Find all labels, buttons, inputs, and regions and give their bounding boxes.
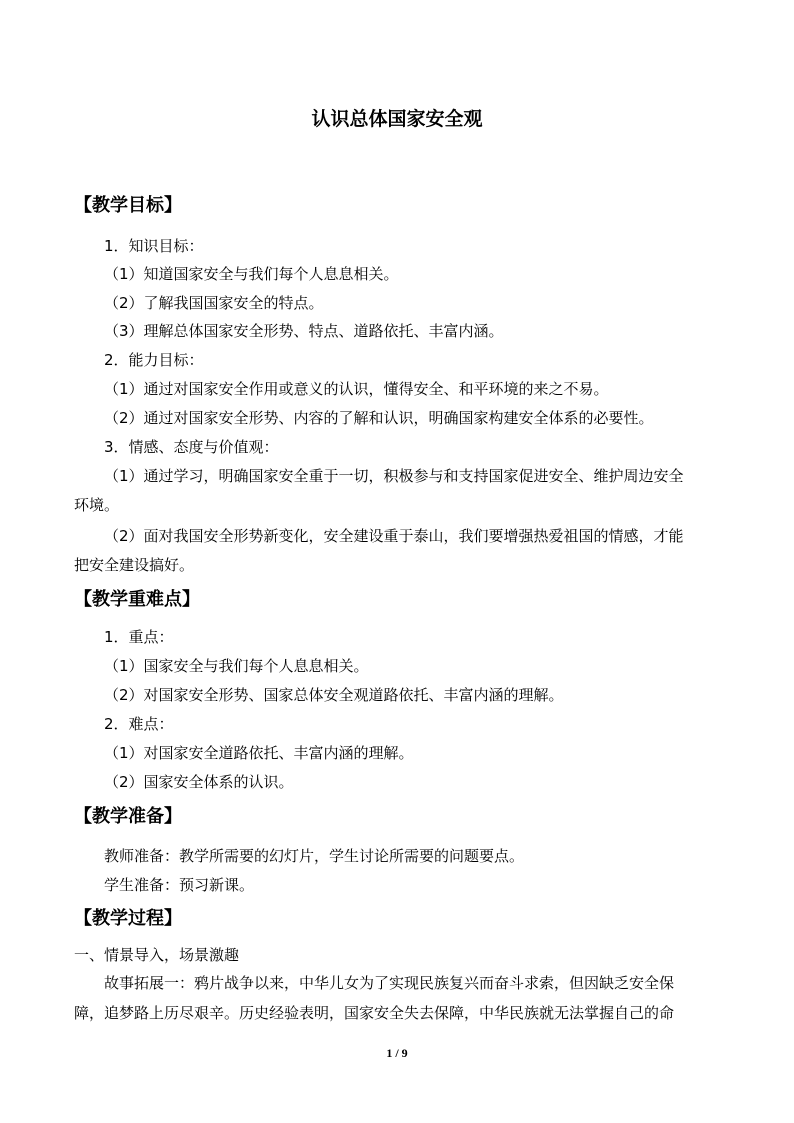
paragraph-line: （1）通过学习，明确国家安全重于一切，积极参与和支持国家促进安全、维护周边安全 — [104, 467, 684, 485]
paragraph-line: 2．能力目标： — [104, 351, 204, 369]
paragraph-line: 环境。 — [74, 496, 120, 514]
paragraph-line: （1）对国家安全道路依托、丰富内涵的理解。 — [104, 744, 414, 762]
paragraph-line: （2）了解我国国家安全的特点。 — [104, 294, 324, 312]
paragraph-line: 一、情景导入，场景激趣 — [74, 946, 240, 964]
paragraph-line: （2）国家安全体系的认识。 — [104, 773, 294, 791]
section-heading-process: 【教学过程】 — [74, 908, 182, 929]
paragraph-line: （1）国家安全与我们每个人息息相关。 — [104, 657, 369, 675]
section-heading-goals: 【教学目标】 — [74, 195, 182, 216]
document-title: 认识总体国家安全观 — [311, 108, 483, 130]
paragraph-line: 学生准备：预习新课。 — [104, 876, 255, 894]
paragraph-line: （1）通过对国家安全作用或意义的认识，懂得安全、和平环境的来之不易。 — [104, 380, 609, 398]
section-heading-key-points: 【教学重难点】 — [74, 589, 200, 610]
paragraph-line: （2）对国家安全形势、国家总体安全观道路依托、丰富内涵的理解。 — [104, 686, 564, 704]
paragraph-line: （1）知道国家安全与我们每个人息息相关。 — [104, 265, 399, 283]
page-number: 1 / 9 — [386, 1046, 408, 1060]
paragraph-line: 1．知识目标： — [104, 237, 204, 255]
paragraph-line: 1．重点： — [104, 628, 174, 646]
paragraph-line: 故事拓展一：鸦片战争以来，中华儿女为了实现民族复兴而奋斗求索，但因缺乏安全保 — [104, 974, 675, 992]
paragraph-line: 3．情感、态度与价值观： — [104, 438, 279, 456]
paragraph-line: （3）理解总体国家安全形势、特点、道路依托、丰富内涵。 — [104, 322, 504, 340]
paragraph-line: 把安全建设搞好。 — [74, 556, 195, 574]
paragraph-line: （2）通过对国家安全形势、内容的了解和认识，明确国家构建安全体系的必要性。 — [104, 409, 654, 427]
paragraph-line: 教师准备：教学所需要的幻灯片，学生讨论所需要的问题要点。 — [104, 847, 525, 865]
paragraph-line: 障，追梦路上历尽艰辛。历史经验表明，国家安全失去保障，中华民族就无法掌握自己的命 — [74, 1004, 675, 1022]
paragraph-line: 2．难点： — [104, 715, 174, 733]
section-heading-preparation: 【教学准备】 — [74, 806, 182, 827]
paragraph-line: （2）面对我国安全形势新变化，安全建设重于泰山，我们要增强热爱祖国的情感，才能 — [104, 527, 684, 545]
